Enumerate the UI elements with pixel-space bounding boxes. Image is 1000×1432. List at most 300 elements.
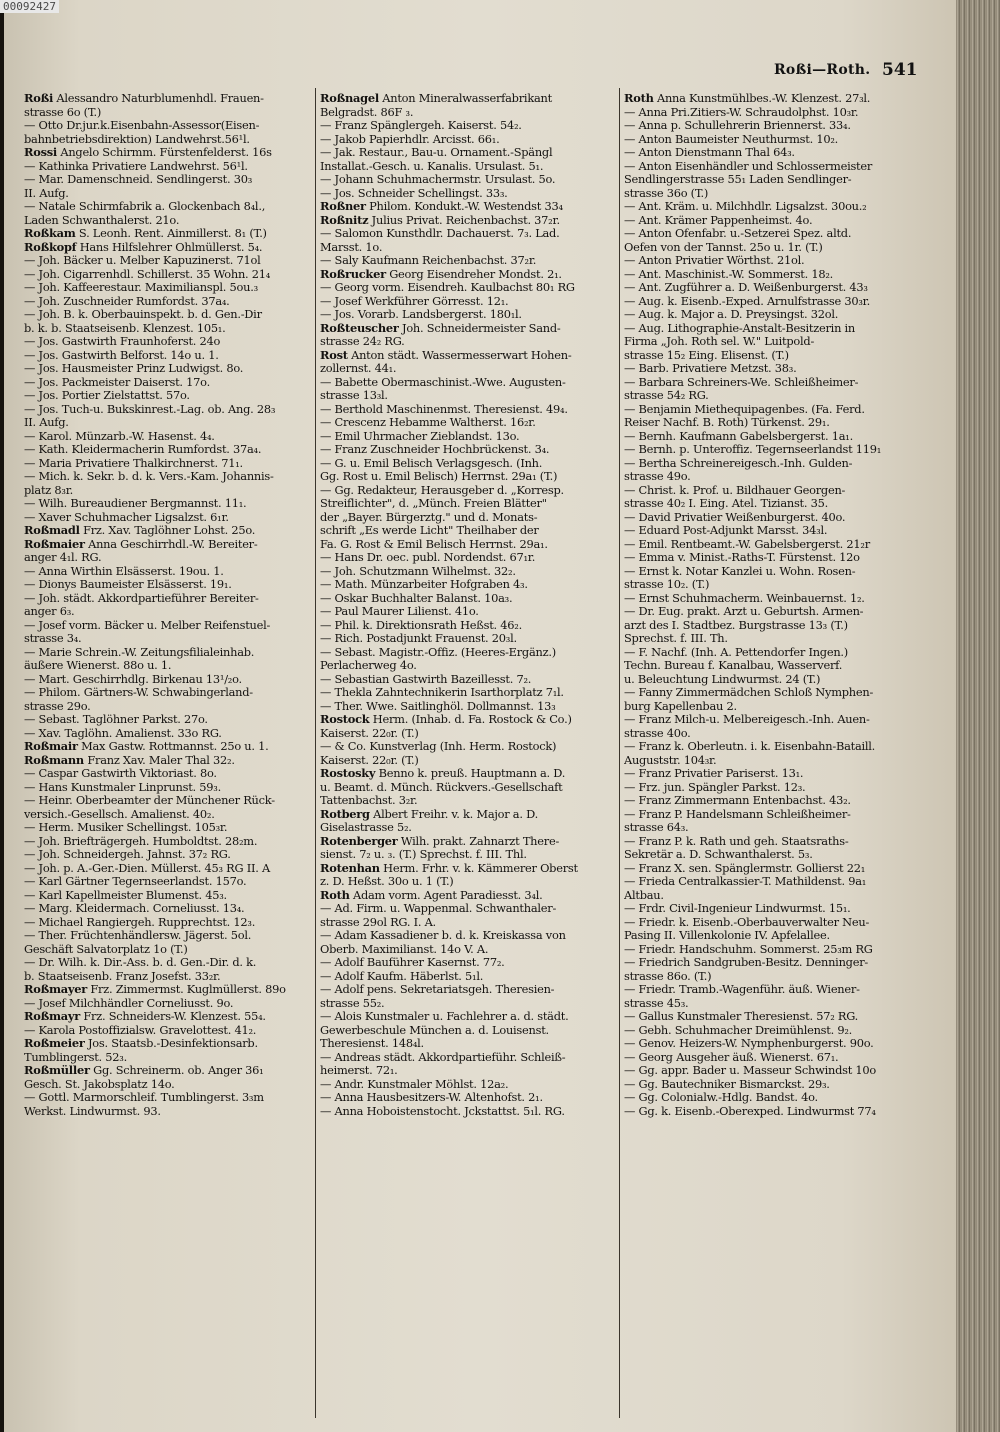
entry-text: strasse 40₂ I. Eing. Atel. Tizianst. 35. <box>624 497 828 510</box>
directory-line <box>24 970 316 984</box>
entry-text: S. Leonh. Rent. Ainmillerst. 8₁ (T.) <box>75 227 267 240</box>
directory-line <box>24 106 316 120</box>
directory-line <box>24 673 316 687</box>
entry-text: — Georg vorm. Eisendreh. Kaulbachst 80₁ RG <box>320 281 575 294</box>
directory-line <box>624 578 916 592</box>
entry-text: — Anna p. Schullehrerin Briennerst. 33₄. <box>624 119 851 132</box>
page-number: 541 <box>882 60 918 80</box>
directory-line <box>24 592 316 606</box>
entry-text: — Joh. Bäcker u. Melber Kapuzinerst. 71ol <box>24 254 261 267</box>
entry-text: Herm. Frhr. v. k. Kämmerer Oberst <box>379 861 578 875</box>
directory-line <box>320 1091 612 1105</box>
entry-text: — Barb. Privatiere Metzst. 38₃. <box>624 362 797 375</box>
entry-surname: Roßmayr <box>24 1010 81 1023</box>
entry-text: — Jos. Gastwirth Belforst. 14o u. 1. <box>24 348 219 362</box>
entry-text: Techn. Bureau f. Kanalbau, Wasserverf. <box>624 659 843 672</box>
directory-line <box>320 902 612 916</box>
entry-text: — Alois Kunstmaler u. Fachlehrer a. d. städt. <box>320 1010 569 1023</box>
directory-line <box>24 457 316 471</box>
entry-text: — Crescenz Hebamme Waltherst. 16₂r. <box>320 416 536 429</box>
directory-line <box>24 740 316 754</box>
entry-text: — David Privatier Weißenburgerst. 40o. <box>624 510 846 524</box>
entry-text: — Josef Werkführer Görresst. 12₁. <box>320 294 509 308</box>
directory-line <box>624 916 916 930</box>
entry-surname: Roßmayer <box>24 983 88 996</box>
directory-line <box>24 632 316 646</box>
entry-text: strasse 29ol RG. I. A. <box>320 915 436 929</box>
directory-column-3 <box>624 92 916 1412</box>
directory-line <box>624 808 916 822</box>
entry-text: Werkst. Lindwurmst. 93. <box>24 1104 161 1118</box>
entry-text: — Barbara Schreiners-We. Schleißheimer- <box>624 375 859 389</box>
entry-text: Kaiserst. 22₀r. (T.) <box>320 753 419 767</box>
directory-line <box>624 335 916 349</box>
directory-line <box>624 133 916 147</box>
entry-text: — Salomon Kunsthdlr. Dachauerst. 7₃. Lad. <box>320 227 560 240</box>
entry-text: — Friedr. Tramb.-Wagenführ. äuß. Wiener- <box>624 983 860 996</box>
entry-text: — Dr. Wilh. k. Dir.-Ass. b. d. Gen.-Dir. d. k. <box>24 956 257 969</box>
entry-text: — Christ. k. Prof. u. Bildhauer Georgen- <box>624 483 846 497</box>
entry-text: — Josef Milchhändler Corneliusst. 9o. <box>24 996 234 1010</box>
entry-text: strasse 54₂ RG. <box>624 389 709 402</box>
entry-text: — Gebh. Schuhmacher Dreimühlenst. 9₂. <box>624 1023 853 1037</box>
entry-text: Herm. (Inhab. d. Fa. Rostock & Co.) <box>369 713 572 726</box>
entry-text: — Dionys Baumeister Elsässerst. 19₁. <box>24 578 232 591</box>
entry-text: — Xaver Schuhmacher Ligsalzst. 6₁r. <box>24 510 229 524</box>
entry-text: strasse 64₃. <box>624 821 689 834</box>
directory-line <box>320 308 612 322</box>
directory-line <box>24 133 316 147</box>
directory-line <box>24 362 316 376</box>
entry-text: — Joh. Briefträgergeh. Humboldtst. 28₂m. <box>24 834 258 848</box>
directory-line <box>320 227 612 241</box>
entry-text: Frz. Zimmermst. Kuglmüllerst. 89o <box>87 983 286 996</box>
directory-line <box>624 956 916 970</box>
directory-line <box>624 835 916 849</box>
directory-line <box>24 619 316 633</box>
entry-text: — Gallus Kunstmaler Theresienst. 57₂ RG. <box>624 1010 859 1023</box>
directory-line <box>320 983 612 997</box>
directory-line <box>320 268 612 282</box>
entry-text: — Andr. Kunstmaler Möhlst. 12a₂. <box>320 1077 509 1091</box>
entry-text: — Rich. Postadjunkt Frauenst. 20₃l. <box>320 632 517 645</box>
directory-line <box>24 200 316 214</box>
entry-text: — Kath. Kleidermacherin Rumfordst. 37a₄. <box>24 443 262 456</box>
entry-text: zollernst. 44₁. <box>320 362 397 375</box>
entry-text: — Jos. Packmeister Daiserst. 17o. <box>24 375 210 389</box>
entry-surname: Rossi <box>24 146 57 159</box>
entry-text: — Bernh. p. Unteroffiz. Tegernseerlandst 119₁ <box>624 443 882 456</box>
directory-line <box>624 430 916 444</box>
entry-text: — Anna Wirthin Elsässerst. 19ou. 1. <box>24 564 224 578</box>
directory-line <box>320 281 612 295</box>
entry-text: — Anton Dienstmann Thal 64₃. <box>624 146 795 159</box>
directory-line <box>320 160 612 174</box>
directory-line <box>624 754 916 768</box>
entry-text: — Sebast. Magistr.-Offiz. (Heeres-Ergänz.) <box>320 645 556 659</box>
directory-line <box>320 511 612 525</box>
directory-line <box>624 322 916 336</box>
entry-text: — Genov. Heizers-W. Nymphenburgerst. 90o. <box>624 1037 874 1050</box>
directory-line <box>624 983 916 997</box>
entry-text: — Benjamin Miethequipagenbes. (Fa. Ferd. <box>624 402 865 416</box>
entry-text: — Jos. Vorarb. Landsbergerst. 180₁l. <box>320 308 522 321</box>
entry-text: — Saly Kaufmann Reichenbachst. 37₂r. <box>320 254 537 267</box>
entry-text: — Aug. Lithographie-Anstalt-Besitzerin in <box>624 321 856 335</box>
entry-surname: Rotberg <box>320 807 370 821</box>
directory-line <box>624 119 916 133</box>
directory-line <box>320 808 612 822</box>
entry-text: II. Aufg. <box>24 416 69 429</box>
entry-text: — Thekla Zahntechnikerin Isarthorplatz 7₁l. <box>320 686 564 699</box>
directory-line <box>24 821 316 835</box>
directory-line <box>320 214 612 228</box>
directory-line <box>320 403 612 417</box>
entry-text: — Anton Eisenhändler und Schlossermeister <box>624 159 873 173</box>
entry-text: — Jos. Schneider Schellingst. 33₃. <box>320 186 508 200</box>
directory-line <box>320 92 612 106</box>
directory-column-1 <box>24 92 316 1412</box>
entry-text: — Karola Postoffizialsw. Gravelottest. 41₂. <box>24 1023 257 1037</box>
entry-text: — Adolf pens. Sekretariatsgeh. Theresien- <box>320 983 555 996</box>
entry-text: — Franz Spänglergeh. Kaiserst. 54₂. <box>320 119 522 132</box>
entry-text: schrift „Es werde Licht" Theilhaber der <box>320 524 539 537</box>
directory-line <box>320 943 612 957</box>
directory-line <box>624 659 916 673</box>
directory-line <box>624 511 916 525</box>
entry-text: Geschäft Salvatorplatz 1o (T.) <box>24 942 188 956</box>
directory-page <box>4 0 956 1432</box>
directory-line <box>624 794 916 808</box>
directory-line <box>320 821 612 835</box>
entry-text: — Berthold Maschinenmst. Theresienst. 49₄. <box>320 402 568 416</box>
directory-line <box>24 686 316 700</box>
entry-surname: Roßmüller <box>24 1064 90 1077</box>
entry-text: — Babette Obermaschinist.-Wwe. Augusten- <box>320 375 566 389</box>
entry-surname: Roßmeier <box>24 1037 85 1050</box>
entry-text: — Gg. Redakteur, Herausgeber d. „Korresp. <box>320 483 564 497</box>
entry-text: — Sebastian Gastwirth Bazeillesst. 7₂. <box>320 672 532 686</box>
directory-line <box>24 997 316 1011</box>
entry-text: Oefen von der Tannst. 25o u. 1r. (T.) <box>624 240 823 254</box>
entry-surname: Roßner <box>320 200 366 213</box>
directory-line <box>320 443 612 457</box>
entry-text: — Kathinka Privatiere Landwehrst. 56¹l. <box>24 159 248 173</box>
directory-line <box>320 673 612 687</box>
entry-text: — Wilh. Bureaudiener Bergmannst. 11₁. <box>24 497 247 510</box>
entry-text: strasse 6o (T.) <box>24 105 102 119</box>
entry-text: strasse 24₂ RG. <box>320 335 405 348</box>
entry-text: — Paul Maurer Lilienst. 41o. <box>320 605 479 618</box>
entry-text: — Franz X. sen. Spänglermstr. Gollierst 22₁ <box>624 861 866 875</box>
entry-text: — Jak. Restaur., Bau-u. Ornament.-Spängl <box>320 146 553 159</box>
entry-surname: Roßnagel <box>320 92 379 105</box>
directory-line <box>24 227 316 241</box>
entry-text: Perlacherweg 4o. <box>320 659 417 672</box>
directory-line <box>320 241 612 255</box>
entry-text: Kaiserst. 22₀r. (T.) <box>320 726 419 740</box>
entry-text: — Jos. Portier Zielstattst. 57o. <box>24 389 190 402</box>
directory-line <box>24 902 316 916</box>
entry-text: — Heinr. Oberbeamter der Münchener Rück- <box>24 794 275 807</box>
directory-line <box>24 889 316 903</box>
directory-line <box>24 524 316 538</box>
directory-line <box>320 322 612 336</box>
directory-line <box>624 700 916 714</box>
entry-text: Auguststr. 104₃r. <box>624 753 717 767</box>
entry-text: Gg. Schreinerm. ob. Anger 36₁ <box>89 1064 264 1077</box>
entry-text: — Gottl. Marmorschleif. Tumblingerst. 3₃m <box>24 1091 264 1104</box>
directory-line <box>624 727 916 741</box>
entry-text: — Franz Zuschneider Hochbrückenst. 3₄. <box>320 443 550 456</box>
directory-line <box>624 146 916 160</box>
entry-text: Max Gastw. Rottmannst. 25o u. 1. <box>77 740 269 753</box>
directory-line <box>24 376 316 390</box>
entry-text: Gewerbeschule München a. d. Louisenst. <box>320 1023 549 1037</box>
directory-line <box>24 511 316 525</box>
directory-line <box>24 146 316 160</box>
directory-line <box>320 754 612 768</box>
directory-line <box>24 713 316 727</box>
directory-line <box>24 403 316 417</box>
directory-line <box>320 700 612 714</box>
directory-line <box>24 119 316 133</box>
entry-text: Anton Mineralwasserfabrikant <box>378 92 552 105</box>
directory-line <box>24 92 316 106</box>
directory-line <box>24 416 316 430</box>
directory-line <box>24 875 316 889</box>
directory-line <box>624 497 916 511</box>
entry-text: Theresienst. 148₄l. <box>320 1037 424 1050</box>
entry-text: — Marie Schrein.-W. Zeitungsfilialeinhab. <box>24 645 255 659</box>
directory-line <box>24 835 316 849</box>
entry-text: Oberb. Maximilianst. 14o V. A. <box>320 942 489 956</box>
entry-text: — Fanny Zimmermädchen Schloß Nymphen- <box>624 686 874 699</box>
directory-line <box>624 632 916 646</box>
entry-text: Julius Privat. Reichenbachst. 37₂r. <box>368 213 560 227</box>
directory-line <box>320 740 612 754</box>
directory-line <box>24 1051 316 1065</box>
entry-text: — Franz P. k. Rath und geh. Staatsraths- <box>624 834 849 848</box>
directory-line <box>624 1105 916 1119</box>
directory-line <box>320 781 612 795</box>
directory-line <box>24 700 316 714</box>
directory-line <box>624 173 916 187</box>
directory-line <box>24 862 316 876</box>
entry-surname: Roth <box>320 888 350 902</box>
directory-line <box>624 92 916 106</box>
entry-text: — Karl Kapellmeister Blumenst. 45₃. <box>24 888 227 902</box>
directory-line <box>320 929 612 943</box>
directory-line <box>624 241 916 255</box>
directory-line <box>624 1024 916 1038</box>
directory-line <box>320 646 612 660</box>
directory-line <box>24 1078 316 1092</box>
directory-line <box>320 578 612 592</box>
entry-text: II. Aufg. <box>24 186 69 200</box>
directory-line <box>24 322 316 336</box>
entry-text: strasse 3₄. <box>24 632 82 645</box>
entry-text: — Frdr. Civil-Ingenieur Lindwurmst. 15₁. <box>624 902 851 915</box>
directory-line <box>24 781 316 795</box>
entry-text: — Phil. k. Direktionsrath Heßst. 46₂. <box>320 618 522 632</box>
entry-text: strasse 45₃. <box>624 996 689 1010</box>
directory-line <box>320 146 612 160</box>
entry-surname: Roßmann <box>24 753 84 767</box>
entry-text: Sprechst. f. III. Th. <box>624 632 728 645</box>
entry-text: Tattenbachst. 3₂r. <box>320 794 418 807</box>
directory-line <box>624 605 916 619</box>
entry-text: strasse 29o. <box>24 699 91 713</box>
entry-text: — Josef vorm. Bäcker u. Melber Reifenstuel- <box>24 618 271 632</box>
entry-text: strasse 15₂ Eing. Elisenst. (T.) <box>624 348 789 362</box>
directory-line <box>624 376 916 390</box>
directory-line <box>24 551 316 565</box>
directory-line <box>24 1037 316 1051</box>
directory-line <box>320 538 612 552</box>
directory-line <box>320 592 612 606</box>
entry-text: Angelo Schirmm. Fürstenfelderst. 16s <box>56 146 272 159</box>
entry-text: Anton städt. Wassermesserwart Hohen- <box>347 348 572 362</box>
entry-text: — Maria Privatiere Thalkirchnerst. 71₁. <box>24 456 243 470</box>
directory-line <box>320 470 612 484</box>
directory-line <box>320 767 612 781</box>
directory-line <box>320 727 612 741</box>
directory-line <box>320 686 612 700</box>
directory-line <box>320 551 612 565</box>
directory-line <box>24 430 316 444</box>
entry-text: — Emil. Rentbeamt.-W. Gabelsbergerst. 21₂r <box>624 537 870 551</box>
entry-text: — Mar. Damenschneid. Sendlingerst. 30₃ <box>24 173 253 186</box>
directory-line <box>624 160 916 174</box>
directory-line <box>24 470 316 484</box>
entry-text: Franz Xav. Maler Thal 32₂. <box>83 753 235 767</box>
directory-line <box>24 335 316 349</box>
directory-line <box>320 1064 612 1078</box>
entry-text: — Frieda Centralkassier-T. Mathildenst. 9a₁ <box>624 875 867 888</box>
entry-text: Giselastrasse 5₂. <box>320 821 412 834</box>
entry-text: heimerst. 72₁. <box>320 1064 398 1077</box>
directory-line <box>624 470 916 484</box>
entry-text: — Anton Ofenfabr. u.-Setzerei Spez. altd. <box>624 227 852 240</box>
scan-id-stamp: 00092427 <box>0 0 59 13</box>
directory-line <box>320 416 612 430</box>
directory-line <box>624 443 916 457</box>
entry-text: versich.-Gesellsch. Amalienst. 40₂. <box>24 807 215 821</box>
entry-text: — Ant. Krämer Pappenheimst. 4o. <box>624 213 813 227</box>
directory-line <box>24 484 316 498</box>
entry-text: — Franz Privatier Pariserst. 13₁. <box>624 767 804 780</box>
column-divider-2 <box>619 88 620 1418</box>
directory-line <box>24 916 316 930</box>
directory-line <box>320 484 612 498</box>
entry-surname: Roßnitz <box>320 213 369 227</box>
entry-text: — Anton Privatier Wörthst. 21ol. <box>624 254 805 267</box>
entry-text: sienst. 7₂ u. ₃. (T.) Sprechst. f. III. Thl. <box>320 848 527 861</box>
directory-line <box>624 416 916 430</box>
directory-line <box>24 497 316 511</box>
entry-surname: Roßmair <box>24 740 78 753</box>
directory-line <box>24 295 316 309</box>
directory-line <box>24 187 316 201</box>
entry-text: Gg. Rost u. Emil Belisch) Herrnst. 29a₁ (T.) <box>320 470 558 483</box>
directory-line <box>24 443 316 457</box>
entry-text: Marsst. 1o. <box>320 240 383 254</box>
directory-line <box>624 362 916 376</box>
directory-line <box>320 254 612 268</box>
entry-text: Georg Eisendreher Mondst. 2₁. <box>385 267 562 281</box>
directory-line <box>320 457 612 471</box>
entry-text: — Anton Baumeister Neuthurmst. 10₂. <box>624 132 839 146</box>
entry-text: — Ad. Firm. u. Wappenmal. Schwanthaler- <box>320 902 557 915</box>
directory-line <box>624 781 916 795</box>
directory-line <box>320 430 612 444</box>
directory-line <box>24 349 316 363</box>
entry-text: — Bernh. Kaufmann Gabelsbergerst. 1a₁. <box>624 429 853 443</box>
directory-line <box>624 268 916 282</box>
entry-text: — Joh. p. A.-Ger.-Dien. Müllerst. 45₃ RG II. A <box>24 861 270 875</box>
entry-text: Jos. Staatsb.-Desinfektionsarb. <box>84 1037 258 1050</box>
directory-line <box>24 646 316 660</box>
entry-text: — Friedr. Handschuhm. Sommerst. 25₃m RG <box>624 942 873 956</box>
entry-text: — Joh. städt. Akkordpartieführer Bereiter- <box>24 591 259 605</box>
entry-text: — Herm. Musiker Schellingst. 105₃r. <box>24 821 228 834</box>
directory-line <box>624 619 916 633</box>
entry-text: Alessandro Naturblumenhdl. Frauen- <box>53 92 264 105</box>
entry-text: äußere Wienerst. 88o u. 1. <box>24 659 172 672</box>
entry-text: platz 8₃r. <box>24 483 74 497</box>
directory-line <box>24 605 316 619</box>
entry-text: — Bertha Schreinereigesch.-Inh. Gulden- <box>624 456 853 470</box>
directory-line <box>320 335 612 349</box>
entry-text: — Karol. Münzarb.-W. Hasenst. 4₄. <box>24 429 215 443</box>
entry-surname: Roßkam <box>24 227 76 240</box>
directory-line <box>624 484 916 498</box>
entry-surname: Rotenhan <box>320 861 380 875</box>
directory-line <box>320 173 612 187</box>
entry-text: — Adam Kassadiener b. d. k. Kreiskassa von <box>320 929 566 942</box>
directory-line <box>320 106 612 120</box>
directory-line <box>24 1010 316 1024</box>
directory-line <box>24 848 316 862</box>
directory-line <box>624 686 916 700</box>
directory-line <box>24 214 316 228</box>
entry-text: — Natale Schirmfabrik a. Glockenbach 8₄l., <box>24 200 266 213</box>
directory-line <box>24 1105 316 1119</box>
directory-line <box>320 956 612 970</box>
entry-text: u. Beleuchtung Lindwurmst. 24 (T.) <box>624 672 821 686</box>
entry-text: Installat.-Gesch. u. Kanalis. Ursulast. 5₁. <box>320 159 544 173</box>
directory-line <box>320 349 612 363</box>
entry-text: — Joh. Cigarrenhdl. Schillerst. 35 Wohn. 21₄ <box>24 267 271 281</box>
entry-text: — Jos. Gastwirth Fraunhoferst. 24o <box>24 335 221 348</box>
entry-text: Joh. Schneidermeister Sand- <box>398 321 561 335</box>
directory-line <box>320 1037 612 1051</box>
directory-line <box>320 497 612 511</box>
directory-line <box>320 875 612 889</box>
entry-text: — Joh. Zuschneider Rumfordst. 37a₄. <box>24 294 230 308</box>
entry-text: — Dr. Eug. prakt. Arzt u. Geburtsh. Armen- <box>624 605 864 618</box>
entry-text: bahnbetriebsdirektion) Landwehrst.56¹l. <box>24 132 250 146</box>
entry-text: — Ant. Maschinist.-W. Sommerst. 18₂. <box>624 267 834 281</box>
entry-text: Philom. Kondukt.-W. Westendst 33₄ <box>365 200 563 213</box>
entry-text: — Anna Hoboistenstocht. Jckstattst. 5₁l. RG. <box>320 1104 565 1118</box>
entry-text: — & Co. Kunstverlag (Inh. Herm. Rostock) <box>320 740 557 753</box>
running-head: Roßi—Roth. <box>774 62 871 78</box>
entry-text: strasse 55₂. <box>320 996 385 1010</box>
entry-text: — Caspar Gastwirth Viktoriast. 8o. <box>24 767 217 780</box>
entry-surname: Rost <box>320 348 348 362</box>
